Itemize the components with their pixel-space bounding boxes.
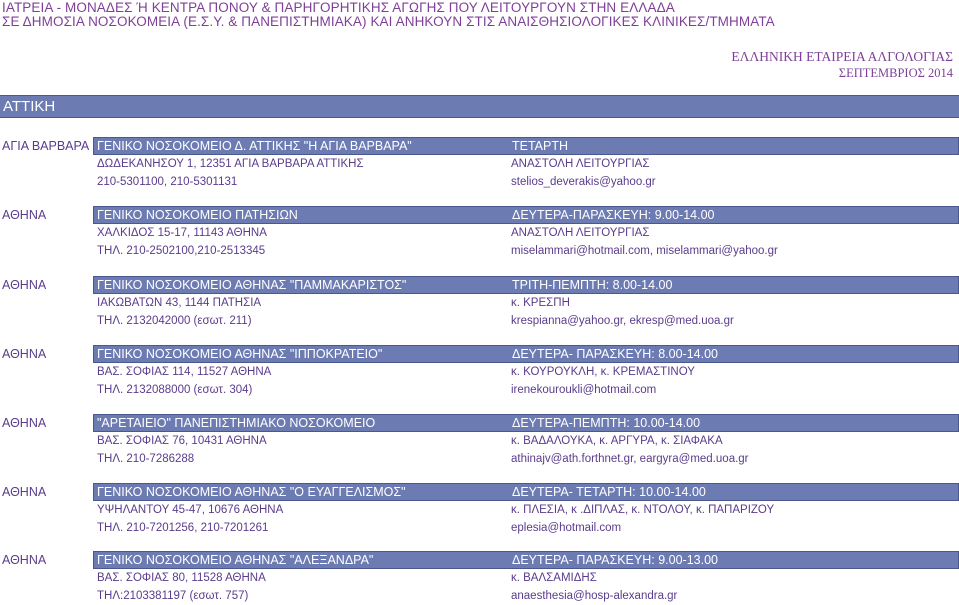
hospital-entry bbox=[0, 345, 959, 399]
city-label: ΑΓΙΑ ΒΑΡΒΑΡΑ bbox=[2, 139, 90, 153]
hospital-address: ΔΩΔΕΚΑΝΗΣΟΥ 1, 12351 ΑΓΙΑ ΒΑΡΒΑΡΑ ΑΤΤΙΚΗΣ bbox=[97, 158, 364, 170]
hospital-header-bar bbox=[93, 483, 959, 501]
hospital-name: "ΑΡΕΤΑΙΕΙΟ" ΠΑΝΕΠΙΣΤΗΜΙΑΚΟ ΝΟΣΟΚΟΜΕΙΟ bbox=[97, 416, 376, 430]
hospital-entry bbox=[0, 276, 959, 330]
hospital-email[interactable]: anaesthesia@hosp-alexandra.gr bbox=[511, 590, 678, 602]
city-label: ΑΘΗΝΑ bbox=[2, 208, 47, 222]
hospital-email[interactable]: athinajv@ath.forthnet.gr, eargyra@med.uoa.gr bbox=[511, 453, 749, 465]
hospital-contact: κ. ΚΡΕΣΠΗ bbox=[511, 297, 570, 309]
hospital-contact: κ. ΒΑΛΣΑΜΙΔΗΣ bbox=[511, 572, 597, 584]
city-label: ΑΘΗΝΑ bbox=[2, 347, 47, 361]
hospital-phone: ΤΗΛ:2103381197 (εσωτ. 757) bbox=[97, 590, 249, 602]
hospital-entry bbox=[0, 137, 959, 191]
hospital-phone: ΤΗΛ. 2132042000 (εσωτ. 211) bbox=[97, 315, 252, 327]
hospital-phone: ΤΗΛ. 210-7286288 bbox=[97, 453, 195, 465]
hospital-address: ΙΑΚΩΒΑΤΩΝ 43, 1144 ΠΑΤΗΣΙΑ bbox=[97, 297, 262, 309]
hospital-name: ΓΕΝΙΚΟ ΝΟΣΟΚΟΜΕΙΟ ΑΘΗΝΑΣ "ΑΛΕΞΑΝΔΡΑ" bbox=[97, 553, 374, 567]
hospital-header-bar bbox=[93, 551, 959, 569]
hospital-schedule: ΤΕΤΑΡΤΗ bbox=[512, 139, 569, 153]
hospital-header-bar bbox=[93, 276, 959, 294]
hospital-address: ΒΑΣ. ΣΟΦΙΑΣ 114, 11527 ΑΘΗΝΑ bbox=[97, 366, 272, 378]
hospital-name: ΓΕΝΙΚΟ ΝΟΣΟΚΟΜΕΙΟ ΠΑΤΗΣΙΩΝ bbox=[97, 208, 298, 222]
hospital-name: ΓΕΝΙΚΟ ΝΟΣΟΚΟΜΕΙΟ Δ. ΑΤΤΙΚΗΣ "Η ΑΓΙΑ ΒΑΡΒΑΡΑ" bbox=[97, 139, 412, 153]
hospital-phone: ΤΗΛ. 2132088000 (εσωτ. 304) bbox=[97, 384, 253, 396]
hospital-schedule: ΔΕΥΤΕΡΑ- ΤΕΤΑΡΤΗ: 10.00-14.00 bbox=[512, 485, 706, 499]
hospital-header-bar bbox=[93, 206, 959, 224]
hospital-address: ΧΑΛΚΙΔΟΣ 15-17, 11143 ΑΘΗΝΑ bbox=[97, 227, 267, 239]
hospital-name: ΓΕΝΙΚΟ ΝΟΣΟΚΟΜΕΙΟ ΑΘΗΝΑΣ "Ο ΕΥΑΓΓΕΛΙΣΜΟΣ" bbox=[97, 485, 406, 499]
hospital-schedule: ΔΕΥΤΕΡΑ-ΠΑΡΑΣΚΕΥΗ: 9.00-14.00 bbox=[512, 208, 715, 222]
hospital-address: ΒΑΣ. ΣΟΦΙΑΣ 80, 11528 ΑΘΗΝΑ bbox=[97, 572, 266, 584]
hospital-phone: 210-5301100, 210-5301131 bbox=[97, 176, 238, 188]
hospital-contact: κ. ΚΟΥΡΟΥΚΛΗ, κ. ΚΡΕΜΑΣΤΙΝΟΥ bbox=[511, 366, 695, 378]
city-label: ΑΘΗΝΑ bbox=[2, 416, 47, 430]
hospital-contact: ΑΝΑΣΤΟΛΗ ΛΕΙΤΟΥΡΓΙΑΣ bbox=[511, 227, 650, 239]
hospital-entry bbox=[0, 414, 959, 468]
city-label: ΑΘΗΝΑ bbox=[2, 485, 47, 499]
hospital-phone: ΤΗΛ. 210-7201256, 210-7201261 bbox=[97, 522, 269, 534]
hospital-header-bar bbox=[93, 137, 959, 155]
hospital-entry bbox=[0, 483, 959, 537]
hospital-entry bbox=[0, 551, 959, 605]
hospital-name: ΓΕΝΙΚΟ ΝΟΣΟΚΟΜΕΙΟ ΑΘΗΝΑΣ "ΠΑΜΜΑΚΑΡΙΣΤΟΣ" bbox=[97, 278, 407, 292]
hospital-name: ΓΕΝΙΚΟ ΝΟΣΟΚΟΜΕΙΟ ΑΘΗΝΑΣ "ΙΠΠΟΚΡΑΤΕΙΟ" bbox=[97, 347, 383, 361]
hospital-header-bar bbox=[93, 345, 959, 363]
city-label: ΑΘΗΝΑ bbox=[2, 278, 47, 292]
organization-name: ΕΛΛΗΝΙΚΗ ΕΤΑΙΡΕΙΑ ΑΛΓΟΛΟΓΙΑΣ bbox=[731, 49, 953, 64]
hospital-schedule: ΤΡΙΤΗ-ΠΕΜΠΤΗ: 8.00-14.00 bbox=[512, 278, 673, 292]
hospital-schedule: ΔΕΥΤΕΡΑ-ΠΕΜΠΤΗ: 10.00-14.00 bbox=[512, 416, 701, 430]
hospital-entry bbox=[0, 206, 959, 260]
hospital-email[interactable]: eplesia@hotmail.com bbox=[511, 522, 622, 534]
hospital-email[interactable]: stelios_deverakis@yahoo.gr bbox=[511, 176, 656, 188]
document-title-line-2: ΣΕ ΔΗΜΟΣΙΑ ΝΟΣΟΚΟΜΕΙΑ (Ε.Σ.Υ. & ΠΑΝΕΠΙΣΤΗΜΙΑΚΑ) ΚΑΙ ΑΝΗΚΟΥΝ ΣΤΙΣ ΑΝΑΙΣΘΗΣΙΟΛΟΓΙΚΕΣ ΚΛΙΝΙΚΕΣ/ΤΜΗΜΑΤΑ bbox=[2, 14, 775, 29]
region-header-bar bbox=[0, 95, 959, 118]
hospital-email[interactable]: krespianna@yahoo.gr, ekresp@med.uoa.gr bbox=[511, 315, 734, 327]
hospital-contact: κ. ΒΑΔΑΛΟΥΚΑ, κ. ΑΡΓΥΡΑ, κ. ΣΙΑΦΑΚΑ bbox=[511, 435, 723, 447]
hospital-address: ΒΑΣ. ΣΟΦΙΑΣ 76, 10431 ΑΘΗΝΑ bbox=[97, 435, 267, 447]
hospital-schedule: ΔΕΥΤΕΡΑ- ΠΑΡΑΣΚΕΥΗ: 8.00-14.00 bbox=[512, 347, 718, 361]
hospital-email[interactable]: irenekouroukli@hotmail.com bbox=[511, 384, 657, 396]
hospital-header-bar bbox=[93, 414, 959, 432]
hospital-schedule: ΔΕΥΤΕΡΑ- ΠΑΡΑΣΚΕΥΗ: 9.00-13.00 bbox=[512, 553, 718, 567]
region-title: ΑΤΤΙΚΗ bbox=[3, 98, 56, 115]
hospital-phone: ΤΗΛ. 210-2502100,210-2513345 bbox=[97, 245, 266, 257]
hospital-contact: κ. ΠΛΕΣΙΑ, κ .ΔΙΠΛΑΣ, κ. ΝΤΟΛΟΥ, κ. ΠΑΠΑΡΙΖΟΥ bbox=[511, 504, 775, 516]
hospital-address: ΥΨΗΛΑΝΤΟΥ 45-47, 10676 ΑΘΗΝΑ bbox=[97, 504, 284, 516]
city-label: ΑΘΗΝΑ bbox=[2, 553, 47, 567]
hospital-contact: ΑΝΑΣΤΟΛΗ ΛΕΙΤΟΥΡΓΙΑΣ bbox=[511, 158, 650, 170]
hospital-email[interactable]: miselammari@hotmail.com, miselammari@yahoo.gr bbox=[511, 245, 778, 257]
document-title-line-1: ΙΑΤΡΕΙΑ - ΜΟΝΑΔΕΣ Ή ΚΕΝΤΡΑ ΠΟΝΟΥ & ΠΑΡΗΓΟΡΗΤΙΚΗΣ ΑΓΩΓΗΣ ΠΟΥ ΛΕΙΤΟΥΡΓΟΥΝ ΣΤΗΝ ΕΛΛΑΔΑ bbox=[2, 0, 675, 15]
document-date: ΣΕΠΤΕΜΒΡΙΟΣ 2014 bbox=[838, 66, 953, 80]
